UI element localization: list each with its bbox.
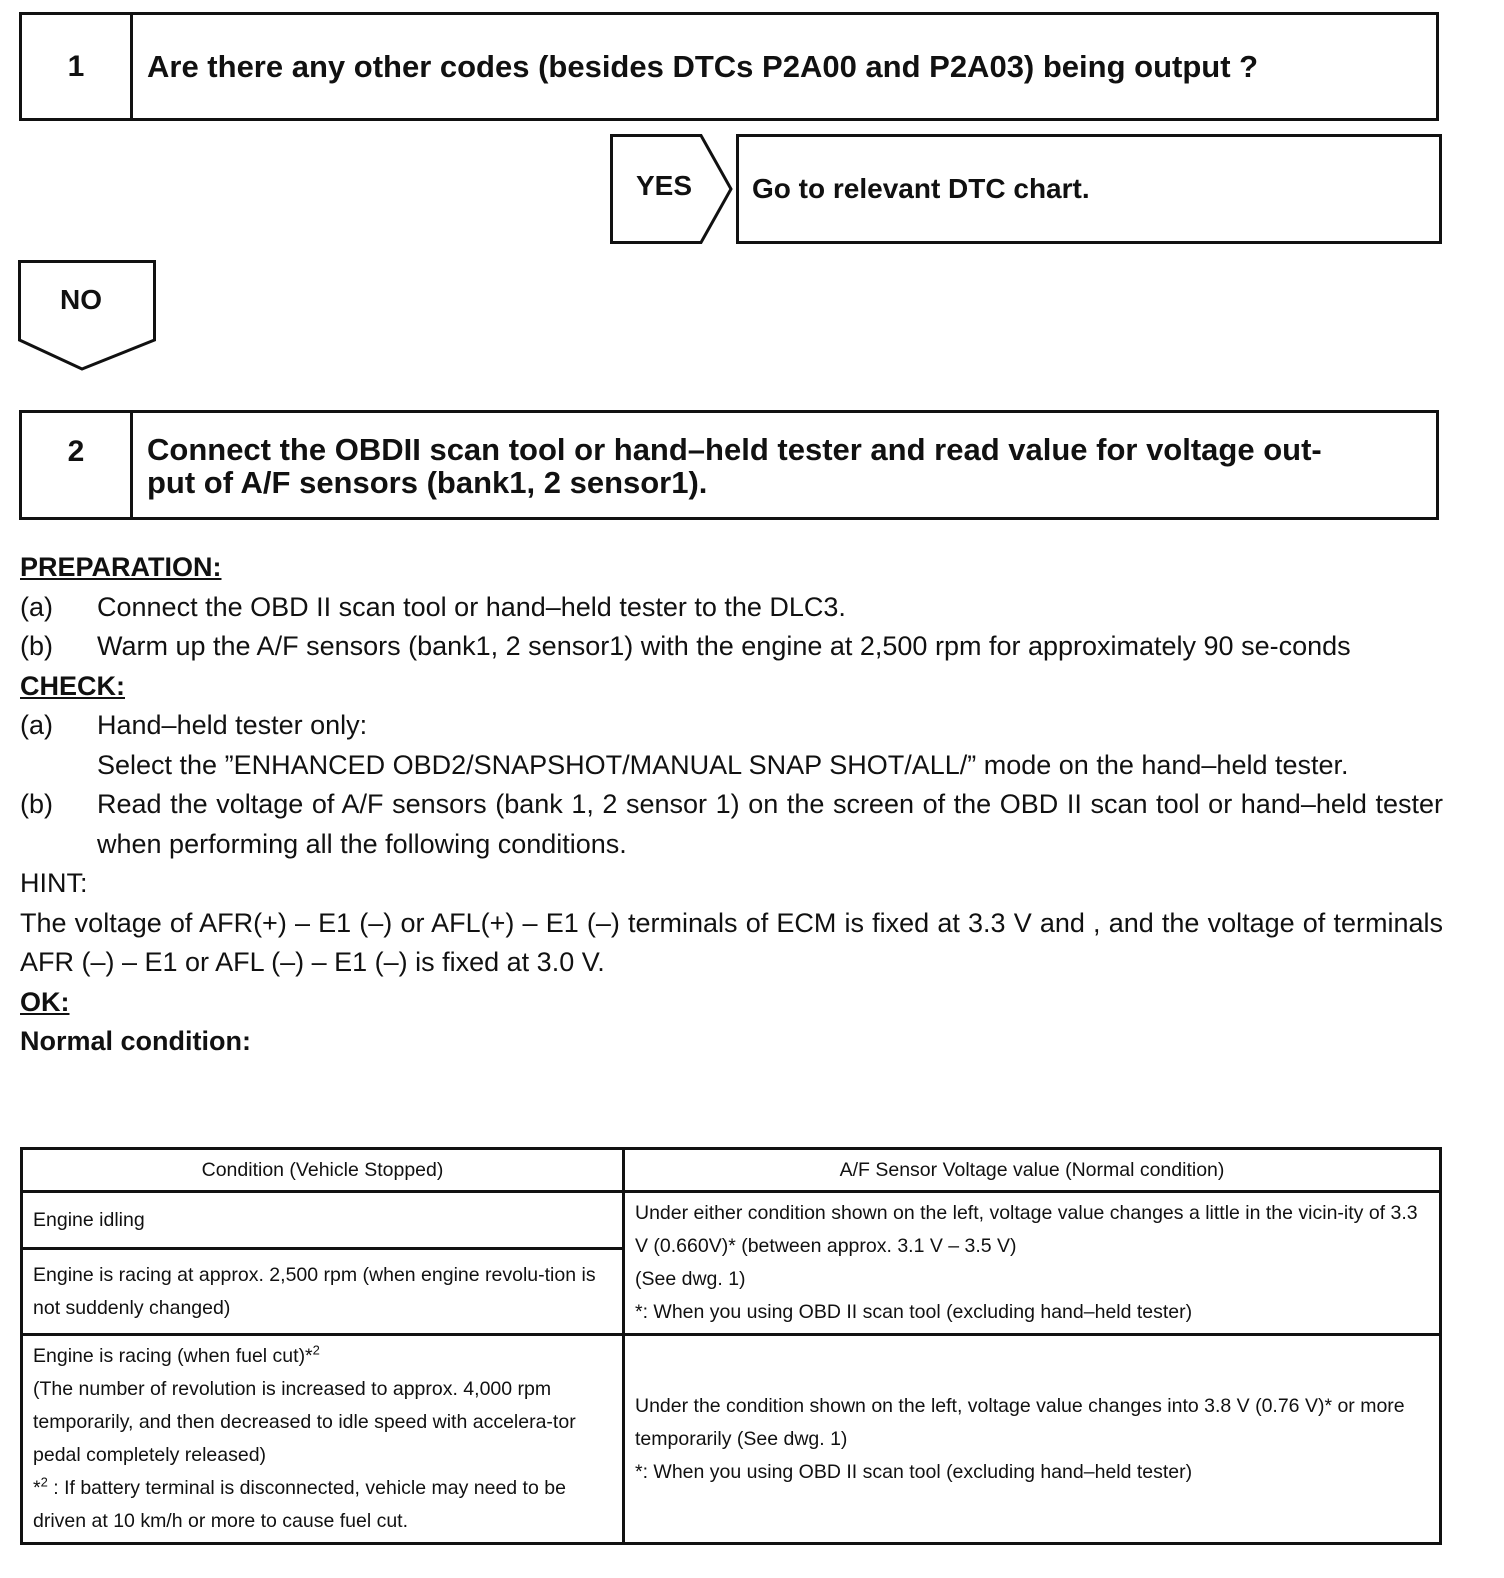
table-row xyxy=(22,1335,1441,1544)
table-header-condition: Condition (Vehicle Stopped) xyxy=(22,1149,624,1192)
table-row xyxy=(22,1192,1441,1249)
yes-result-box: Go to relevant DTC chart. xyxy=(736,134,1442,244)
footnote-text: : If battery terminal is disconnected, vehicle may need to be driven at 10 km/h or more to cause fuel cut. xyxy=(33,1477,566,1532)
normal-condition-heading: Normal condition: xyxy=(20,1026,251,1056)
voltage-text: (See dwg. 1) xyxy=(635,1268,746,1290)
yes-label: YES xyxy=(636,170,693,201)
ok-heading: OK: xyxy=(20,986,70,1017)
step-2-title-line2: put of A/F sensors (bank1, 2 sensor1). xyxy=(147,465,708,500)
item-label: (b) xyxy=(20,631,53,661)
normal-condition-table xyxy=(20,1147,1442,1545)
step-2-number: 2 xyxy=(22,413,133,517)
item-text: Read the voltage of A/F sensors (bank 1, 2 sensor 1) on the screen of the OBD II scan tool or hand–held tester when performing all the following conditions. xyxy=(97,789,1443,859)
step-1-question: Are there any other codes (besides DTCs P2A00 and P2A03) being output ? xyxy=(147,49,1259,84)
condition-text-main: Engine is racing (when fuel cut)* xyxy=(33,1345,313,1367)
step-2-title-line1: Connect the OBDII scan tool or hand–held tester and read value for voltage out- xyxy=(147,432,1322,467)
voltage-cell xyxy=(624,1335,1441,1544)
condition-text: (The number of revolution is increased to approx. 4,000 rpm temporarily, and then decreased to idle speed with accelera-tor pedal completely released) xyxy=(33,1378,576,1466)
check-item-a xyxy=(20,706,1443,785)
item-text: Warm up the A/F sensors (bank1, 2 sensor1) with the engine at 2,500 rpm for approximately 90 se-conds xyxy=(97,631,1351,661)
footnote-star: * xyxy=(33,1477,41,1499)
voltage-text: Under the condition shown on the left, voltage value changes into 3.8 V (0.76 V)* or more temporarily (See dwg. 1) xyxy=(635,1394,1405,1450)
hint-heading: HINT: xyxy=(20,868,88,898)
item-label: (a) xyxy=(20,591,53,622)
voltage-note: *: When you using OBD II scan tool (excluding hand–held tester) xyxy=(635,1301,1193,1323)
table-header-voltage: A/F Sensor Voltage value (Normal condition) xyxy=(624,1149,1441,1192)
check-heading: CHECK: xyxy=(20,670,125,701)
footnote-mark: 2 xyxy=(40,1474,48,1490)
condition-cell: Engine is racing at approx. 2,500 rpm (when engine revolu-tion is not suddenly changed) xyxy=(22,1249,624,1335)
table-header-row xyxy=(22,1149,1441,1192)
step-2-title xyxy=(133,413,1436,517)
item-text-line1: Hand–held tester only: xyxy=(97,710,368,740)
voltage-cell xyxy=(624,1192,1441,1335)
preparation-heading: PREPARATION: xyxy=(20,552,222,582)
no-label: NO xyxy=(60,284,102,315)
footnote xyxy=(33,1472,612,1538)
condition-text xyxy=(33,1340,612,1373)
condition-cell xyxy=(22,1335,624,1544)
procedure-content xyxy=(20,548,1443,1062)
check-item-b xyxy=(20,785,1443,864)
voltage-text: Under either condition shown on the left, voltage value changes a little in the vicin-ity of 3.3 V (0.660V)* (between approx. 3.1 V – 3.5 V) xyxy=(635,1202,1418,1257)
step-2-box xyxy=(19,410,1439,520)
item-label: (b) xyxy=(20,789,53,819)
no-arrow-shape xyxy=(18,260,156,372)
footnote-mark: 2 xyxy=(312,1342,320,1358)
step-1-number: 1 xyxy=(22,15,133,118)
item-text xyxy=(97,706,1443,785)
hint-text: The voltage of AFR(+) – E1 (–) or AFL(+) – E1 (–) terminals of ECM is fixed at 3.3 V and , and the voltage of terminals AFR (–) – E1 or AFL (–) – E1 (–) is fixed at 3.0 V. xyxy=(20,907,1443,977)
step-1-box xyxy=(19,12,1439,121)
preparation-item-a xyxy=(20,588,1443,628)
condition-cell: Engine idling xyxy=(22,1192,624,1249)
item-text: Connect the OBD II scan tool or hand–held tester to the DLC3. xyxy=(97,591,846,622)
item-text-line2: Select the ”ENHANCED OBD2/SNAPSHOT/MANUAL SNAP SHOT/ALL/” mode on the hand–held tester. xyxy=(97,749,1349,780)
item-label: (a) xyxy=(20,710,53,740)
voltage-note: *: When you using OBD II scan tool (excluding hand–held tester) xyxy=(635,1460,1193,1483)
preparation-item-b xyxy=(20,627,1443,667)
